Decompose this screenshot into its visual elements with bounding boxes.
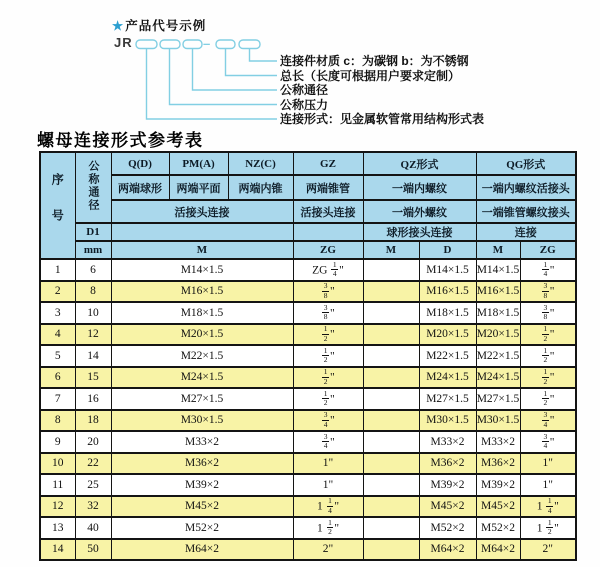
cell-seq: 13 xyxy=(40,517,75,539)
table-row xyxy=(40,388,576,410)
star-icon: ★ xyxy=(112,19,125,33)
header-col-qz: QZ形式 xyxy=(363,152,476,175)
cell-qg_m: M20×1.5 xyxy=(476,324,520,346)
cell-m: M20×1.5 xyxy=(111,324,293,346)
cell-mm: 50 xyxy=(75,539,111,561)
cell-qz_d: M64×2 xyxy=(419,539,476,561)
product-code-heading-text: 产品代号示例 xyxy=(125,19,207,33)
cell-m: M27×1.5 xyxy=(111,388,293,410)
cell-qg_zg: $\frac{1}{2}$ " xyxy=(520,388,576,410)
header-qg-m: M xyxy=(476,241,520,259)
cell-qz_d: M33×2 xyxy=(419,431,476,453)
table-row xyxy=(40,324,576,346)
table-header xyxy=(40,152,576,259)
cell-m: M33×2 xyxy=(111,431,293,453)
header-qd-ends: 两端球形 xyxy=(111,175,169,200)
cell-qg_m: M36×2 xyxy=(476,453,520,475)
product-code-heading xyxy=(112,16,206,34)
header-gz-union-connection: 活接头连接 xyxy=(293,200,363,223)
cell-seq: 7 xyxy=(40,388,75,410)
cell-seq: 12 xyxy=(40,496,75,518)
cell-m: M14×1.5 xyxy=(111,259,293,281)
header-seq: 序号 xyxy=(40,152,75,259)
table-row xyxy=(40,410,576,432)
cell-qg_zg: $\frac{3}{4}$ " xyxy=(520,410,576,432)
header-qz-ends: 一端内螺纹 xyxy=(363,175,476,200)
header-nzc-ends: 两端内锥 xyxy=(228,175,293,200)
diagram-label-pressure: 公称压力 xyxy=(280,97,329,112)
cell-mm: 20 xyxy=(75,431,111,453)
cell-qg_m: M14×1.5 xyxy=(476,259,520,281)
diagram-label-material: 连接件材质 c：为碳钢 b：为不锈钢 xyxy=(280,54,469,68)
code-box xyxy=(183,40,202,49)
header-row-connection-types xyxy=(40,200,576,223)
cell-qg_zg: 2" xyxy=(520,539,576,561)
cell-seq: 4 xyxy=(40,324,75,346)
cell-qz_m xyxy=(363,453,419,475)
cell-qz_d: M20×1.5 xyxy=(419,324,476,346)
header-qz-external-thread: 一端外螺纹 xyxy=(363,200,476,223)
header-qg-ends: 一端内螺纹活接头 xyxy=(476,175,576,200)
cell-zg: 1" xyxy=(293,474,363,496)
cell-seq: 8 xyxy=(40,410,75,432)
header-row-d1 xyxy=(40,223,576,241)
cell-qz_m xyxy=(363,302,419,324)
cell-qz_d: M52×2 xyxy=(419,517,476,539)
cell-qg_zg: $\frac{1}{2}$ " xyxy=(520,345,576,367)
header-m: M xyxy=(111,241,293,259)
cell-m: M36×2 xyxy=(111,453,293,475)
table-body xyxy=(40,259,576,560)
cell-zg: ZG $\frac{1}{4}$ " xyxy=(293,259,363,281)
cell-mm: 6 xyxy=(75,259,111,281)
cell-qz_d: M14×1.5 xyxy=(419,259,476,281)
cell-m: M22×1.5 xyxy=(111,345,293,367)
cell-mm: 25 xyxy=(75,474,111,496)
cell-qg_m: M27×1.5 xyxy=(476,388,520,410)
cell-qz_d: M18×1.5 xyxy=(419,302,476,324)
connector-line xyxy=(250,49,278,62)
cell-qz_m xyxy=(363,496,419,518)
cell-qz_d: M24×1.5 xyxy=(419,367,476,389)
cell-qg_zg: $\frac{1}{2}$ " xyxy=(520,367,576,389)
cell-qz_m xyxy=(363,259,419,281)
header-qz-ball-joint-connection: 球形接头连接 xyxy=(363,223,476,241)
header-col-nzc: NZ(C) xyxy=(228,152,293,175)
cell-seq: 2 xyxy=(40,281,75,303)
header-empty-cell xyxy=(111,223,293,241)
table-row xyxy=(40,431,576,453)
cell-mm: 16 xyxy=(75,388,111,410)
cell-m: M16×1.5 xyxy=(111,281,293,303)
cell-qz_m xyxy=(363,517,419,539)
cell-qg_zg: $\frac{3}{8}$ " xyxy=(520,281,576,303)
cell-qg_zg: $\frac{1}{2}$ " xyxy=(520,324,576,346)
cell-seq: 1 xyxy=(40,259,75,281)
cell-qg_m: M30×1.5 xyxy=(476,410,520,432)
code-box xyxy=(239,40,260,49)
header-col-pma: PM(A) xyxy=(169,152,228,175)
connector-line xyxy=(147,49,278,120)
diagram-label-connection: 连接形式：见金属软管常用结构形式表 xyxy=(280,112,485,126)
header-col-qd: Q(D) xyxy=(111,152,169,175)
cell-qz_d: M30×1.5 xyxy=(419,410,476,432)
cell-qg_m: M33×2 xyxy=(476,431,520,453)
connector-line xyxy=(193,49,278,91)
cell-m: M64×2 xyxy=(111,539,293,561)
code-box xyxy=(216,40,235,49)
header-zg: ZG xyxy=(293,241,363,259)
cell-qz_m xyxy=(363,539,419,561)
cell-zg: 2" xyxy=(293,539,363,561)
diagram-label-length: 总长（长度可根据用户要求定制） xyxy=(280,68,461,83)
cell-qz_d: M22×1.5 xyxy=(419,345,476,367)
table-row xyxy=(40,259,576,281)
cell-seq: 6 xyxy=(40,367,75,389)
cell-mm: 15 xyxy=(75,367,111,389)
cell-seq: 5 xyxy=(40,345,75,367)
cell-zg: $\frac{1}{2}$ " xyxy=(293,345,363,367)
cell-qz_d: M36×2 xyxy=(419,453,476,475)
cell-zg: 1" xyxy=(293,453,363,475)
cell-qg_m: M22×1.5 xyxy=(476,345,520,367)
cell-seq: 14 xyxy=(40,539,75,561)
code-box xyxy=(160,40,180,49)
table-row xyxy=(40,367,576,389)
table-row xyxy=(40,539,576,561)
cell-qg_m: M16×1.5 xyxy=(476,281,520,303)
cell-mm: 14 xyxy=(75,345,111,367)
header-qg-connection: 连接 xyxy=(476,223,576,241)
cell-qg_zg: $\frac{3}{4}$ " xyxy=(520,431,576,453)
cell-qg_zg: $\frac{3}{8}$ " xyxy=(520,302,576,324)
header-col-qg: QG形式 xyxy=(476,152,576,175)
cell-qz_m xyxy=(363,410,419,432)
cell-m: M30×1.5 xyxy=(111,410,293,432)
cell-mm: 32 xyxy=(75,496,111,518)
cell-mm: 40 xyxy=(75,517,111,539)
cell-seq: 9 xyxy=(40,431,75,453)
cell-seq: 11 xyxy=(40,474,75,496)
table-row xyxy=(40,302,576,324)
nut-connection-reference-table xyxy=(39,151,577,561)
cell-qz_m xyxy=(363,388,419,410)
table-row xyxy=(40,345,576,367)
cell-mm: 10 xyxy=(75,302,111,324)
header-row-units xyxy=(40,241,576,259)
header-col-gz: GZ xyxy=(293,152,363,175)
cell-mm: 22 xyxy=(75,453,111,475)
cell-m: M52×2 xyxy=(111,517,293,539)
cell-qg_zg: 1" xyxy=(520,453,576,475)
header-qg-taper-thread-joint: 一端锥管螺纹接头 xyxy=(476,200,576,223)
cell-zg: $\frac{1}{2}$ " xyxy=(293,388,363,410)
header-qz-d: D xyxy=(419,241,476,259)
cell-qg_m: M45×2 xyxy=(476,496,520,518)
cell-zg: $\frac{3}{4}$ " xyxy=(293,431,363,453)
code-dash: – xyxy=(203,36,211,51)
header-row-groups xyxy=(40,152,576,175)
table-title: 螺母连接形式参考表 xyxy=(37,131,204,150)
header-pma-ends: 两端平面 xyxy=(169,175,228,200)
header-nominal-diameter: 公称通径 xyxy=(75,152,111,223)
header-row-end-types xyxy=(40,175,576,200)
cell-mm: 18 xyxy=(75,410,111,432)
cell-qg_zg: 1" xyxy=(520,474,576,496)
header-empty-cell xyxy=(293,223,363,241)
cell-qg_zg: $\frac{1}{4}$ " xyxy=(520,259,576,281)
cell-m: M39×2 xyxy=(111,474,293,496)
cell-qg_m: M39×2 xyxy=(476,474,520,496)
cell-zg: $\frac{1}{2}$ " xyxy=(293,324,363,346)
cell-qz_d: M27×1.5 xyxy=(419,388,476,410)
connector-line xyxy=(226,49,278,76)
cell-qg_m: M64×2 xyxy=(476,539,520,561)
table-row xyxy=(40,517,576,539)
header-union-connection: 活接头连接 xyxy=(111,200,293,223)
cell-m: M45×2 xyxy=(111,496,293,518)
cell-qg_m: M18×1.5 xyxy=(476,302,520,324)
cell-qg_m: M24×1.5 xyxy=(476,367,520,389)
header-d1: D1 xyxy=(75,223,111,241)
cell-qz_m xyxy=(363,324,419,346)
cell-qg_zg: 1 $\frac{1}{2}$ " xyxy=(520,517,576,539)
table-row xyxy=(40,474,576,496)
cell-m: M24×1.5 xyxy=(111,367,293,389)
header-mm: mm xyxy=(75,241,111,259)
code-box xyxy=(136,40,157,49)
cell-zg: $\frac{3}{8}$ " xyxy=(293,302,363,324)
cell-seq: 3 xyxy=(40,302,75,324)
cell-zg: $\frac{3}{8}$ " xyxy=(293,281,363,303)
cell-qz_d: M45×2 xyxy=(419,496,476,518)
cell-mm: 8 xyxy=(75,281,111,303)
cell-mm: 12 xyxy=(75,324,111,346)
cell-zg: 1 $\frac{1}{4}$ " xyxy=(293,496,363,518)
connector-line xyxy=(170,49,278,105)
cell-qg_m: M52×2 xyxy=(476,517,520,539)
cell-qz_d: M16×1.5 xyxy=(419,281,476,303)
header-qg-zg: ZG xyxy=(520,241,576,259)
table-row xyxy=(40,281,576,303)
cell-qz_d: M39×2 xyxy=(419,474,476,496)
diagram-label-diameter: 公称通径 xyxy=(280,83,329,97)
cell-zg: $\frac{3}{4}$ " xyxy=(293,410,363,432)
product-code-prefix: JR xyxy=(114,35,133,50)
header-qz-m: M xyxy=(363,241,419,259)
cell-qg_zg: 1 $\frac{1}{4}$ " xyxy=(520,496,576,518)
header-gz-ends: 两端锥管 xyxy=(293,175,363,200)
cell-qz_m xyxy=(363,474,419,496)
cell-qz_m xyxy=(363,281,419,303)
table-row xyxy=(40,496,576,518)
cell-zg: 1 $\frac{1}{2}$ " xyxy=(293,517,363,539)
cell-seq: 10 xyxy=(40,453,75,475)
cell-m: M18×1.5 xyxy=(111,302,293,324)
cell-qz_m xyxy=(363,367,419,389)
cell-qz_m xyxy=(363,345,419,367)
table-row xyxy=(40,453,576,475)
cell-qz_m xyxy=(363,431,419,453)
cell-zg: $\frac{1}{2}$ " xyxy=(293,367,363,389)
